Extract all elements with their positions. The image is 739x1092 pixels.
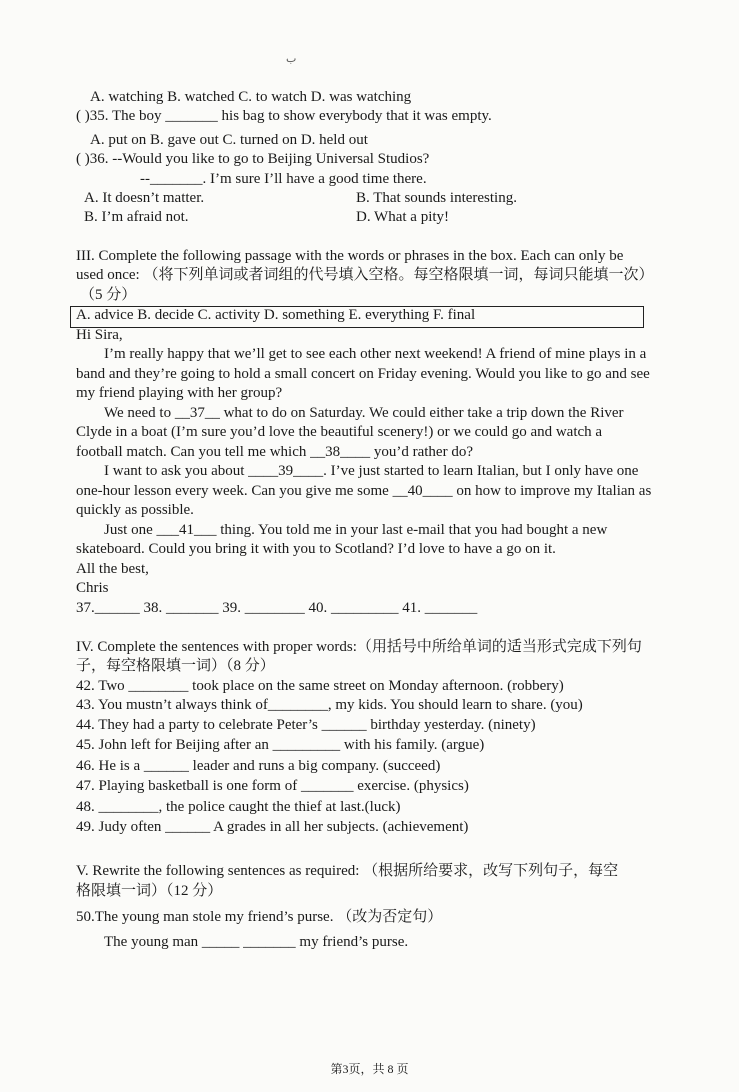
text-line: Hi Sira, <box>76 327 123 343</box>
text-line: B. I’m afraid not. <box>84 209 189 225</box>
text-line: A. put on B. gave out C. turned on D. held out <box>90 132 368 148</box>
text-line: D. What a pity! <box>356 209 450 225</box>
text-line: A. advice B. decide C. activity D. something E. everything F. final <box>76 307 476 323</box>
text-line: skateboard. Could you bring it with you to Scotland? I’d love to have a go on it. <box>76 541 556 557</box>
text-line: （5 分） <box>80 287 137 303</box>
text-line: IV. Complete the sentences with proper words:（用括号中所给单词的适当形式完成下列句 <box>76 639 642 655</box>
text-line: 44. They had a party to celebrate Peter’s ______ birthday yesterday. (ninety) <box>76 717 536 733</box>
text-line: 37.______ 38. _______ 39. ________ 40. _________ 41. _______ <box>76 600 478 616</box>
text-line: B. That sounds interesting. <box>356 190 517 206</box>
text-line: 50.The young man stole my friend’s purse. （改为否定句） <box>76 909 443 925</box>
text-line: We need to __37__ what to do on Saturday. We could either take a trip down the River <box>104 405 624 421</box>
text-line: 42. Two ________ took place on the same street on Monday afternoon. (robbery) <box>76 678 564 694</box>
text-line: The young man _____ _______ my friend’s purse. <box>104 934 409 950</box>
text-line: 43. You mustn’t always think of________, my kids. You should learn to share. (you) <box>76 697 583 713</box>
text-line: 子，每空格限填一词）（8 分） <box>76 658 275 674</box>
text-line: III. Complete the following passage with the words or phrases in the box. Each can only be <box>76 248 624 264</box>
text-line: All the best, <box>76 561 149 577</box>
text-line: 46. He is a ______ leader and runs a big company. (succeed) <box>76 758 441 774</box>
text-line: Just one ___41___ thing. You told me in your last e-mail that you had bought a new <box>104 522 608 538</box>
text-line: I’m really happy that we’ll get to see each other next weekend! A friend of mine plays in a <box>104 346 647 362</box>
text-line: --_______. I’m sure I’ll have a good time there. <box>140 171 427 187</box>
text-line: 格限填一词）（12 分） <box>76 883 223 899</box>
text-line: 48. ________, the police caught the thief at last.(luck) <box>76 799 401 815</box>
text-line: Clyde in a boat (I’m sure you’d love the beautiful scenery!) or we could go and watch a <box>76 424 603 440</box>
text-line: Chris <box>76 580 109 596</box>
text-line: ( )36. --Would you like to go to Beijing Universal Studios? <box>76 151 430 167</box>
text-line: band and they’re going to hold a small concert on Friday evening. Would you like to go and see <box>76 366 650 382</box>
text-line: 45. John left for Beijing after an _________ with his family. (argue) <box>76 737 485 753</box>
text-line: 49. Judy often ______ A grades in all her subjects. (achievement) <box>76 819 469 835</box>
page-footer: 第3页，共 8 页 <box>330 1062 409 1076</box>
text-line: used once: （将下列单词或者词组的代号填入空格。每空格限填一词，每词只能填一次） <box>76 267 654 283</box>
text-line: 47. Playing basketball is one form of _______ exercise. (physics) <box>76 778 469 794</box>
text-line: A. watching B. watched C. to watch D. was watching <box>90 89 412 105</box>
text-line: A. It doesn’t matter. <box>84 190 205 206</box>
text-line: football match. Can you tell me which __38____ you’d rather do? <box>76 444 473 460</box>
text-line: V. Rewrite the following sentences as required: （根据所给要求，改写下列句子，每空 <box>76 863 619 879</box>
text-line: my friend playing with her group? <box>76 385 283 401</box>
text-line: ( )35. The boy _______ his bag to show everybody that it was empty. <box>76 108 492 124</box>
text-line: one-hour lesson every week. Can you give me some __40____ on how to improve my Italian as <box>76 483 652 499</box>
scan-mark: ب <box>286 53 297 65</box>
text-line: quickly as possible. <box>76 502 194 518</box>
text-line: I want to ask you about ____39____. I’ve just started to learn Italian, but I only have one <box>104 463 639 479</box>
